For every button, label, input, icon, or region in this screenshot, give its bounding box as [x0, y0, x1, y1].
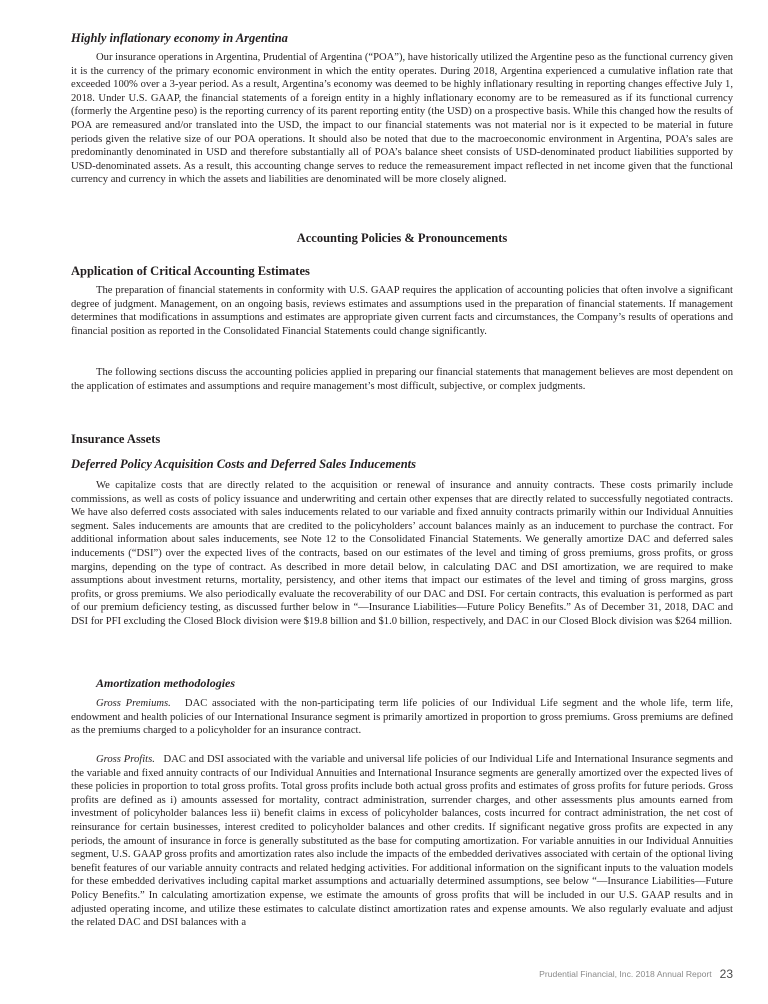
section-heading-amortization: Amortization methodologies — [96, 676, 236, 690]
section-heading-argentina: Highly inflationary economy in Argentina — [71, 31, 288, 45]
page-footer — [539, 967, 733, 981]
gross-premiums-lead: Gross Premiums. — [96, 698, 171, 709]
footer-report-title: Prudential Financial, Inc. 2018 Annual Report — [539, 969, 712, 979]
paragraph-dac-dsi: We capitalize costs that are directly related to the acquisition or renewal of insurance and annuity contracts. These costs primarily include commissions, as well as costs of policy issuance and underwriting and certain other expenses that are directly related to successfully negotiated contracts. We have also deferred costs associated with sales inducements related to our variable and fixed annuity contracts primarily within our Individual Annuities segment. Sales inducements are amounts that are credited to the policyholders’ account balances mainly as an inducement to purchase the contract. For additional information about sales inducements, see Note 12 to the Consolidated Financial Statements. We generally amortize DAC and deferred sales inducements (“DSI”) over the expected lives of the contracts, based on our estimates of the level and timing of gross premiums, gross profits, or gross margins, depending on the type of contract. As described in more detail below, in calculating DAC and DSI amortization, we are required to make assumptions about investment returns, mortality, persistency, and other items that impact our estimates of the level and timing of gross margins, gross profits, or gross premiums. We also periodically evaluate the recoverability of our DAC and DSI. For certain contracts, this evaluation is performed as part of our premium deficiency testing, as discussed further below in “—Insurance Liabilities—Future Policy Benefits.” As of December 31, 2018, DAC and DSI for PFI excluding the Closed Block division were $19.8 billion and $1.0 billion, respectively, and DAC in our Closed Block division was $264 million. — [71, 480, 733, 627]
paragraph-argentina: Our insurance operations in Argentina, Prudential of Argentina (“POA”), have historically utilized the Argentine peso as the functional currency given it is the currency of the primary economic environment in which the entity operates. During 2018, Argentina experienced a cumulative inflation rate that exceeded 100% over a 3-year period. As a result, Argentina’s economy was deemed to be highly inflationary resulting in reporting changes effective July 1, 2018. Under U.S. GAAP, the financial statements of a foreign entity in a highly inflationary economy are to be remeasured as if its functional currency (formerly the Argentine peso) is the reporting currency of its parent reporting entity (the USD) on a prospective basis. While this changed how the results of POA are remeasured and/or translated into the USD, the impact to our financial statements was not material nor is it expected to be material in future periods given the relative size of our POA operations. It should also be noted that due to the macroeconomic environment in Argentina, POA’s sales are predominantly denominated in USD and therefore substantially all of POA’s balance sheet consists of USD-denominated product liabilities supported by USD-denominated assets. As a result, this accounting change serves to reduce the remeasurement impact reflected in net income given that the functional currency and currency in which the assets and liabilities are denominated will be more closely aligned. — [71, 52, 733, 186]
gross-profits-lead: Gross Profits. — [96, 754, 155, 765]
paragraph-critical-estimates-2: The following sections discuss the accounting policies applied in preparing our financial statements that management believes are most dependent on the application of estimates and assumptions and require management’s most difficult, subjective, or complex judgments. — [71, 367, 733, 392]
section-heading-insurance-assets: Insurance Assets — [71, 432, 161, 446]
gross-profits-text: DAC and DSI associated with the variable and universal life policies of our Individual Life and International Insurance segments and the variable and fixed annuity contracts of our Individual Annuities and International Insurance segments are generally amortized over the expected lives of these policies in proportion to total gross profits. Total gross profits include both actual gross profits and estimates of gross profits for future periods. Gross profits are defined as i) amounts assessed for mortality, contract administration, surrender charges, and other assessments plus amounts earned from investment of policyholder balances less ii) benefit claims in excess of policyholder balances, costs incurred for contract administration, the net cost of reinsurance for certain businesses, interest credited to policyholder balances and other credits. If significant negative gross profits are expected in any periods, the amount of insurance in force is generally substituted as the base for computing amortization. For variable annuities in our Individual Annuities segment, U.S. GAAP gross profits and amortization rates also include the impacts of the embedded derivatives associated with certain of the optional living benefit features of our variable annuity contracts and related hedging activities. For additional information on the significant inputs to the valuation models for these embedded derivatives including capital market assumptions and actuarially determined assumptions, see below “—Insurance Liabilities—Future Policy Benefits.” In calculating amortization expense, we estimate the amounts of gross profits that will be included in our U.S. GAAP results and in adjusted operating income, and utilize these estimates to calculate distinct amortization rates and expense amounts. We also regularly evaluate and adjust the related DAC and DSI balances with a — [71, 754, 734, 929]
section-heading-critical-estimates: Application of Critical Accounting Estimates — [71, 264, 310, 278]
gross-premiums-text: DAC associated with the non-participating term life policies of our Individual Life segment and the whole life, term life, endowment and health policies of our International Insurance segment is primarily amortized in proportion to gross premiums. Gross premiums are defined as the premiums charged to a policyholder for an insurance contract. — [71, 698, 733, 737]
paragraph-gross-profits — [71, 753, 733, 930]
page-number: 23 — [719, 967, 733, 981]
section-heading-accounting-policies: Accounting Policies & Pronouncements — [296, 231, 508, 245]
paragraph-critical-estimates-1: The preparation of financial statements in conformity with U.S. GAAP requires the application of accounting policies that often involve a significant degree of judgment. Management, on an ongoing basis, reviews estimates and assumptions used in the preparation of financial statements. If management determines that modifications in assumptions and estimates are appropriate given current facts and circumstances, the Company’s results of operations and financial position as reported in the Consolidated Financial Statements could change significantly. — [71, 285, 733, 337]
paragraph-gross-premiums — [71, 697, 733, 738]
section-subheading-dac-dsi: Deferred Policy Acquisition Costs and Deferred Sales Inducements — [71, 457, 417, 471]
